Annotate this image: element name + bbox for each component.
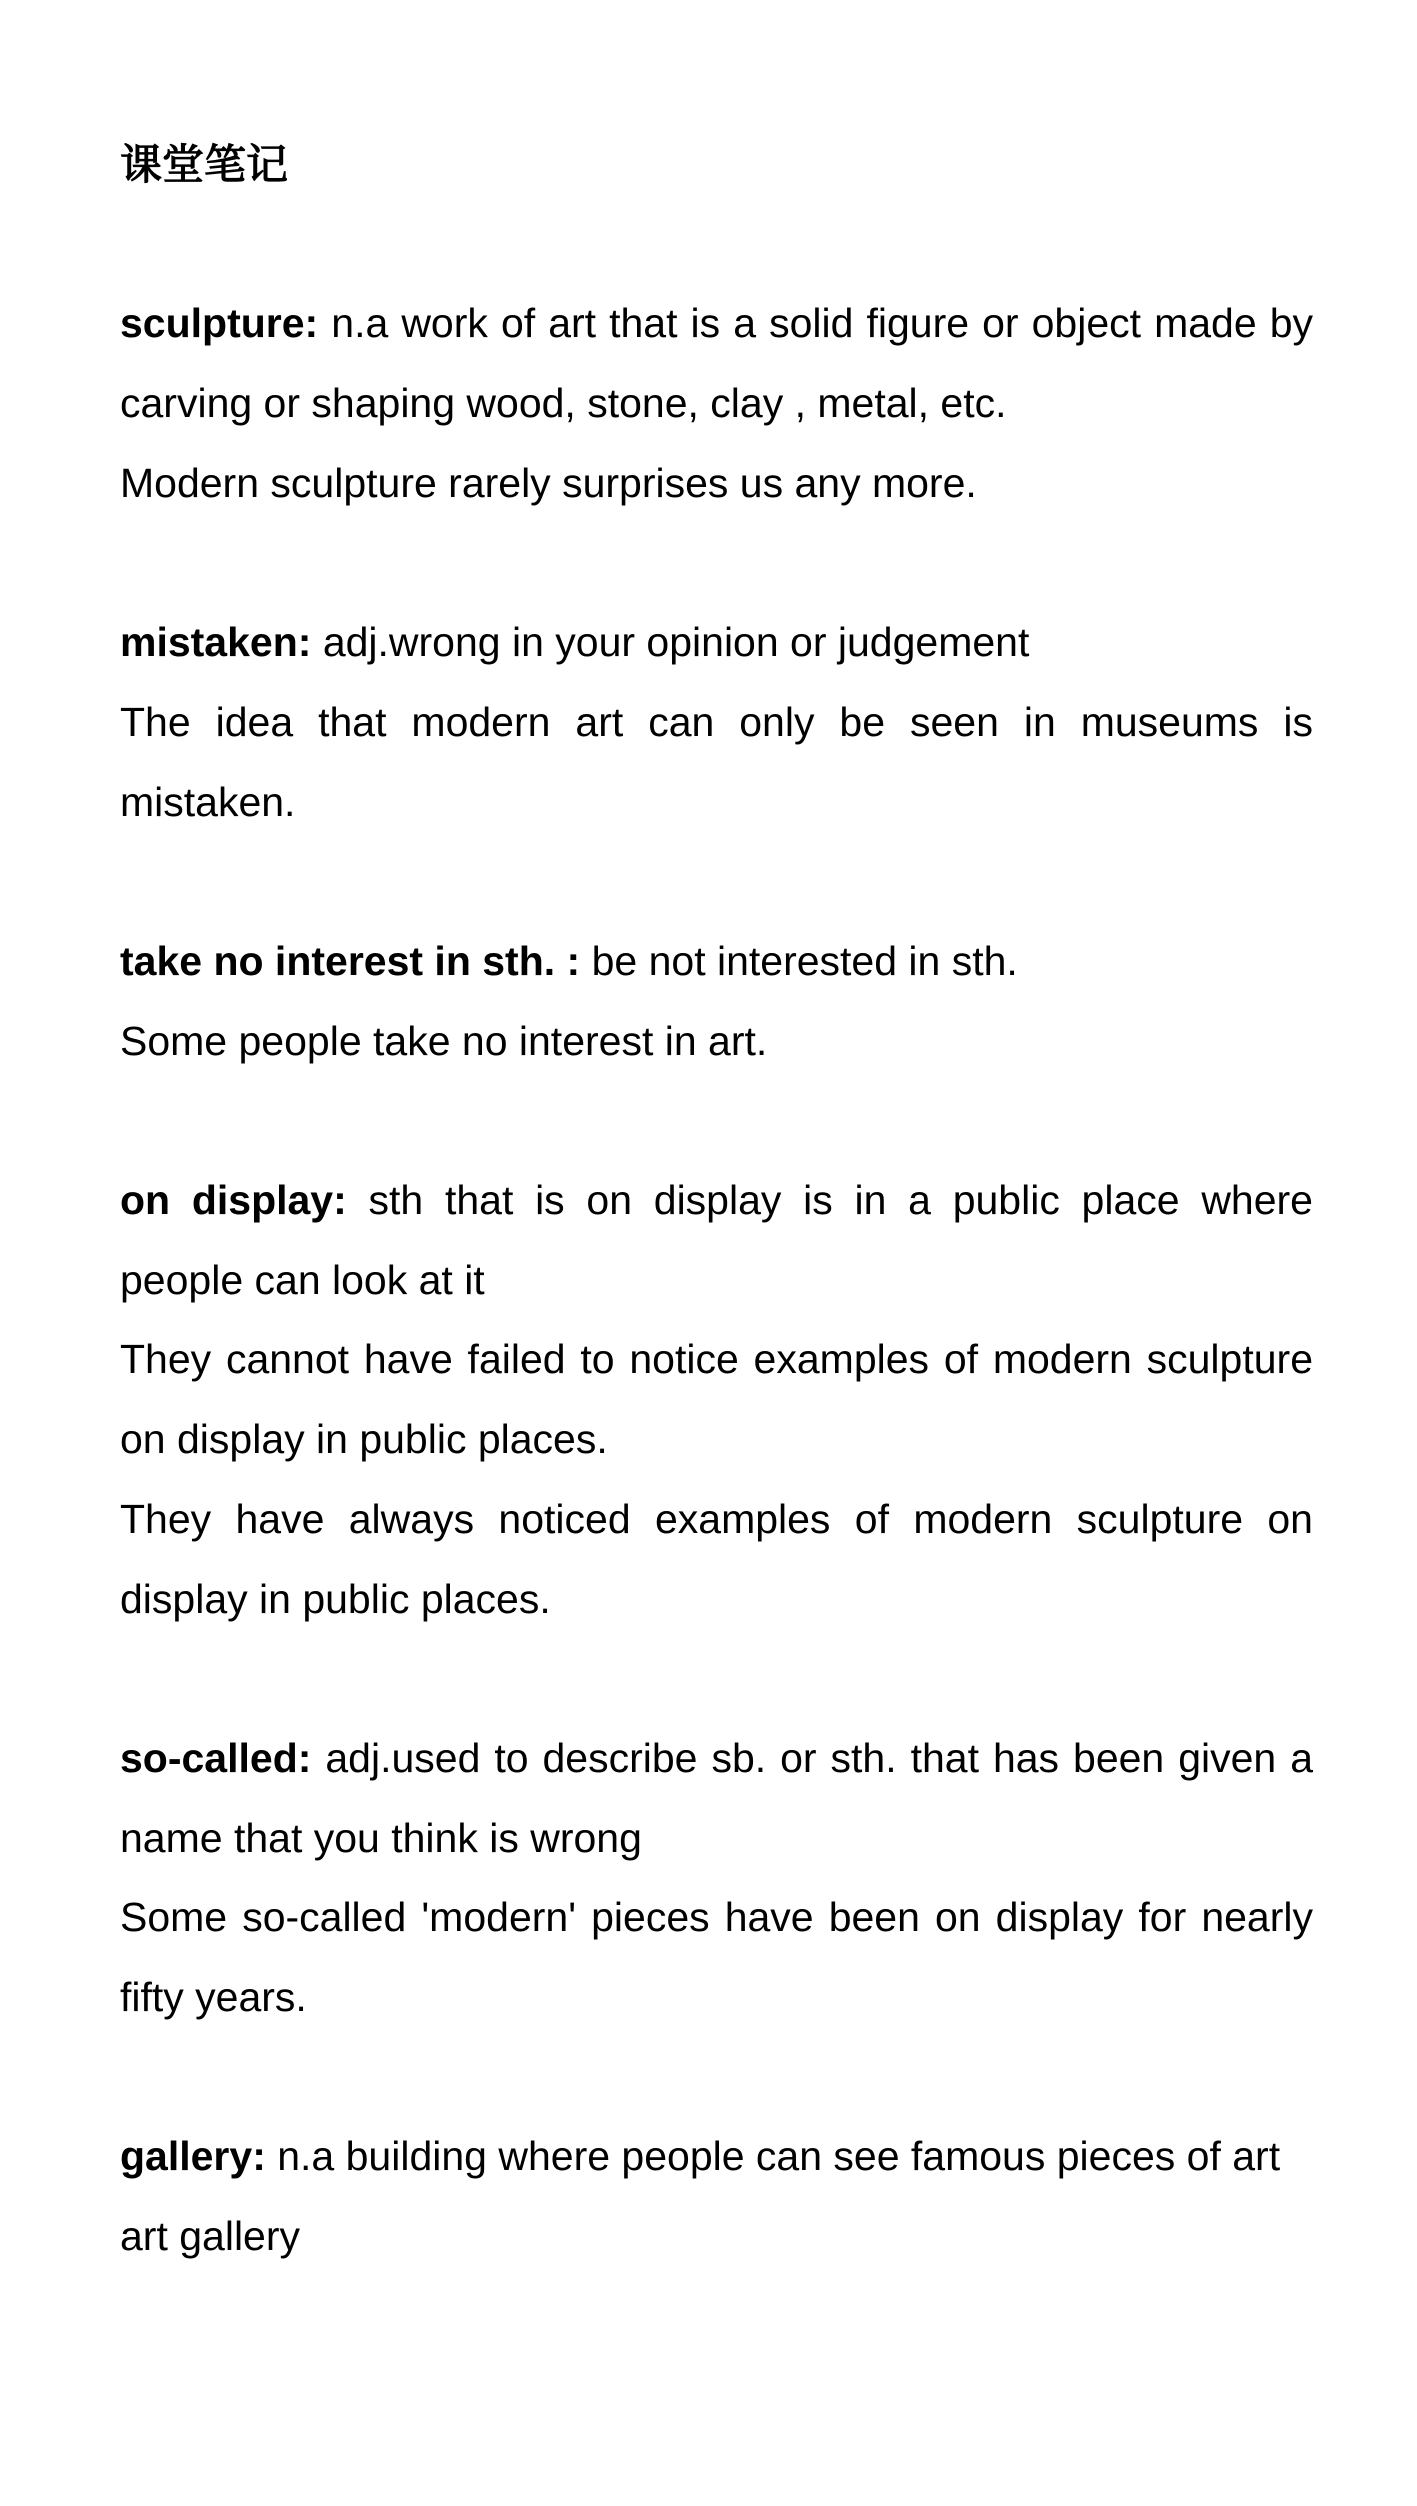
vocab-entry-on-display	[120, 1161, 1313, 1639]
example-sentence: Some so-called 'modern' pieces have been on display for nearly fifty years.	[120, 1894, 1313, 2021]
vocab-term: mistaken:	[120, 619, 312, 666]
vocab-term: take no interest in sth. :	[120, 937, 581, 984]
example-sentence: Modern sculpture rarely surprises us any more.	[120, 459, 977, 506]
vocab-entry-take-no-interest	[120, 922, 1313, 1081]
spacer	[120, 842, 1313, 922]
example-sentence: art gallery	[120, 2213, 301, 2260]
vocab-term: so-called:	[120, 1734, 312, 1781]
definition-line	[120, 1719, 1313, 1878]
vocab-term: on display:	[120, 1177, 347, 1224]
definition-line	[120, 922, 1313, 1002]
example-sentence: Some people take no interest in art.	[120, 1017, 768, 1064]
vocab-term: sculpture:	[120, 300, 319, 347]
spacer	[120, 1081, 1313, 1161]
definition-line	[120, 2117, 1313, 2197]
notes-page	[120, 125, 1313, 2277]
example-sentence: They cannot have failed to notice examples of modern sculpture on display in public places.	[120, 1336, 1313, 1463]
example-sentence: The idea that modern art can only be seen in museums is mistaken.	[120, 698, 1313, 825]
vocab-definition: n.a work of art that is a solid figure or object made by carving or shaping wood, stone, clay , metal, etc.	[120, 300, 1313, 427]
spacer	[120, 205, 1313, 285]
vocab-definition: adj.wrong in your opinion or judgement	[311, 619, 1030, 666]
vocab-definition: adj.used to describe sb. or sth. that has been given a name that you think is wrong	[120, 1734, 1313, 1861]
vocab-entry-sculpture	[120, 284, 1313, 523]
spacer	[120, 1639, 1313, 1719]
vocab-entry-mistaken	[120, 603, 1313, 842]
example-sentence: They have always noticed examples of modern sculpture on display in public places.	[120, 1495, 1313, 1622]
definition-line	[120, 1161, 1313, 1320]
spacer	[120, 2038, 1313, 2118]
spacer	[120, 523, 1313, 603]
page-title: 课堂笔记	[120, 141, 289, 188]
vocab-definition: n.a building where people can see famous pieces of art	[265, 2133, 1281, 2180]
vocab-definition: be not interested in sth.	[580, 937, 1018, 984]
definition-line	[120, 284, 1313, 443]
vocab-entry-gallery	[120, 2117, 1313, 2276]
vocab-term: gallery:	[120, 2133, 266, 2180]
vocab-entry-so-called	[120, 1719, 1313, 2038]
definition-line	[120, 603, 1313, 683]
vocab-definition: sth that is on display is in a public place where people can look at it	[120, 1177, 1313, 1303]
